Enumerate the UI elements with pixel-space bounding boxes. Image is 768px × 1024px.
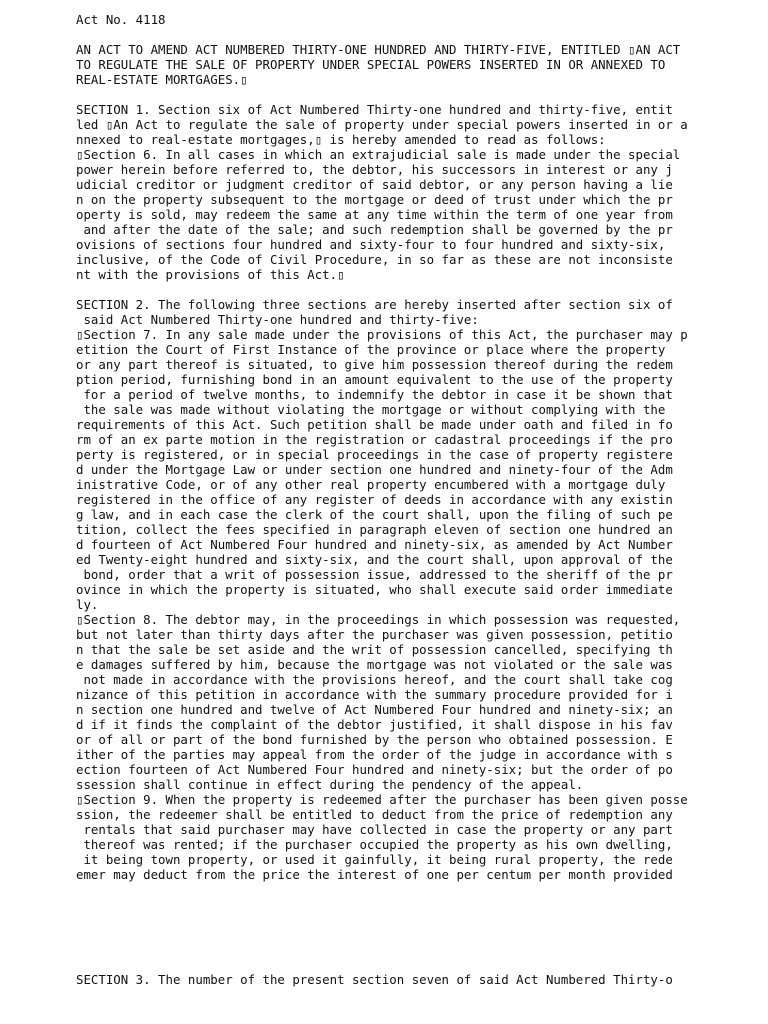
section-2-line: rentals that said purchaser may have collected in case the property or any part: [76, 822, 673, 837]
section-1-line: operty is sold, may redeem the same at any time within the term of one year from: [76, 207, 673, 222]
section-2-line: ed Twenty-eight hundred and sixty-six, and the court shall, upon approval of the: [76, 552, 673, 567]
section-2: [76, 297, 766, 882]
section-1-line: ovisions of sections four hundred and sixty-four to four hundred and sixty-six,: [76, 237, 666, 252]
section-2-line: for a period of twelve months, to indemnify the debtor in case it be shown that: [76, 387, 673, 402]
section-2-line: said Act Numbered Thirty-one hundred and thirty-five:: [76, 312, 479, 327]
spacer: [76, 87, 766, 102]
section-2-line: ither of the parties may appeal from the order of the judge in accordance with s: [76, 747, 673, 762]
section-2-line: d under the Mortgage Law or under section one hundred and ninety-four of the Adm: [76, 462, 673, 477]
section-2-line: tition, collect the fees specified in paragraph eleven of section one hundred an: [76, 522, 673, 537]
section-2-line: ▯Section 7. In any sale made under the provisions of this Act, the purchaser may p: [76, 327, 688, 342]
act-title: [76, 42, 766, 87]
section-2-line: emer may deduct from the price the interest of one per centum per month provided: [76, 867, 673, 882]
section-1-line: nt with the provisions of this Act.▯: [76, 267, 345, 282]
section-2-line: nizance of this petition in accordance with the summary procedure provided for i: [76, 687, 673, 702]
act-number: Act No. 4118: [76, 12, 166, 27]
section-2-line: d if it finds the complaint of the debtor justified, it shall dispose in his fav: [76, 717, 673, 732]
section-2-line: ly.: [76, 597, 99, 612]
document-page: [76, 12, 766, 987]
section-2-line: or any part thereof is situated, to give him possession thereof during the redem: [76, 357, 673, 372]
section-1-line: n on the property subsequent to the mortgage or deed of trust under which the pr: [76, 192, 673, 207]
title-line: REAL-ESTATE MORTGAGES.▯: [76, 72, 248, 87]
section-2-line: ssession shall continue in effect during the pendency of the appeal.: [76, 777, 584, 792]
section-2-line: thereof was rented; if the purchaser occupied the property as his own dwelling,: [76, 837, 673, 852]
title-line: TO REGULATE THE SALE OF PROPERTY UNDER SPECIAL POWERS INSERTED IN OR ANNEXED TO: [76, 57, 666, 72]
section-2-line: bond, order that a writ of possession issue, addressed to the sheriff of the pr: [76, 567, 673, 582]
section-2-line: ection fourteen of Act Numbered Four hundred and ninety-six; but the order of po: [76, 762, 673, 777]
section-2-line: inistrative Code, or of any other real property encumbered with a mortgage duly: [76, 477, 666, 492]
section-2-line: n section one hundred and twelve of Act Numbered Four hundred and ninety-six; an: [76, 702, 673, 717]
section-1-line: and after the date of the sale; and such redemption shall be governed by the pr: [76, 222, 673, 237]
spacer: [76, 882, 766, 972]
section-2-line: but not later than thirty days after the purchaser was given possession, petitio: [76, 627, 673, 642]
section-2-line: rm of an ex parte motion in the registration or cadastral proceedings if the pro: [76, 432, 673, 447]
section-2-line: n that the sale be set aside and the writ of possession cancelled, specifying th: [76, 642, 673, 657]
section-2-line: ssion, the redeemer shall be entitled to deduct from the price of redemption any: [76, 807, 673, 822]
section-2-line: the sale was made without violating the mortgage or without complying with the: [76, 402, 666, 417]
section-2-line: perty is registered, or in special proceedings in the case of property registere: [76, 447, 673, 462]
section-1-line: ▯Section 6. In all cases in which an extrajudicial sale is made under the special: [76, 147, 681, 162]
section-2-line: ▯Section 9. When the property is redeemed after the purchaser has been given posse: [76, 792, 688, 807]
section-1-line: SECTION 1. Section six of Act Numbered Thirty-one hundred and thirty-five, entit: [76, 102, 673, 117]
section-2-line: it being town property, or used it gainfully, it being rural property, the rede: [76, 852, 673, 867]
section-3: [76, 972, 766, 987]
section-2-line: or of all or part of the bond furnished by the person who obtained possession. E: [76, 732, 673, 747]
section-2-line: registered in the office of any register of deeds in accordance with any existin: [76, 492, 673, 507]
section-3-line: SECTION 3. The number of the present section seven of said Act Numbered Thirty-o: [76, 972, 673, 987]
section-2-line: ovince in which the property is situated, who shall execute said order immediate: [76, 582, 673, 597]
section-2-line: e damages suffered by him, because the mortgage was not violated or the sale was: [76, 657, 673, 672]
section-1-line: nnexed to real-estate mortgages,▯ is hereby amended to read as follows:: [76, 132, 606, 147]
section-1-line: led ▯An Act to regulate the sale of property under special powers inserted in or a: [76, 117, 688, 132]
section-2-line: etition the Court of First Instance of the province or place where the property: [76, 342, 666, 357]
section-2-line: ption period, furnishing bond in an amount equivalent to the use of the property: [76, 372, 673, 387]
section-2-line: d fourteen of Act Numbered Four hundred and ninety-six, as amended by Act Number: [76, 537, 673, 552]
section-2-line: requirements of this Act. Such petition shall be made under oath and filed in fo: [76, 417, 673, 432]
spacer: [76, 282, 766, 297]
section-2-line: SECTION 2. The following three sections are hereby inserted after section six of: [76, 297, 673, 312]
section-2-line: g law, and in each case the clerk of the court shall, upon the filing of such pe: [76, 507, 673, 522]
section-2-line: ▯Section 8. The debtor may, in the proceedings in which possession was requested,: [76, 612, 681, 627]
section-1-line: udicial creditor or judgment creditor of said debtor, or any person having a lie: [76, 177, 673, 192]
section-1-line: inclusive, of the Code of Civil Procedure, in so far as these are not inconsiste: [76, 252, 673, 267]
section-2-line: not made in accordance with the provisions hereof, and the court shall take cog: [76, 672, 673, 687]
section-1: [76, 102, 766, 282]
section-1-line: power herein before referred to, the debtor, his successors in interest or any j: [76, 162, 673, 177]
spacer: [76, 27, 766, 42]
title-line: AN ACT TO AMEND ACT NUMBERED THIRTY-ONE HUNDRED AND THIRTY-FIVE, ENTITLED ▯AN ACT: [76, 42, 681, 57]
